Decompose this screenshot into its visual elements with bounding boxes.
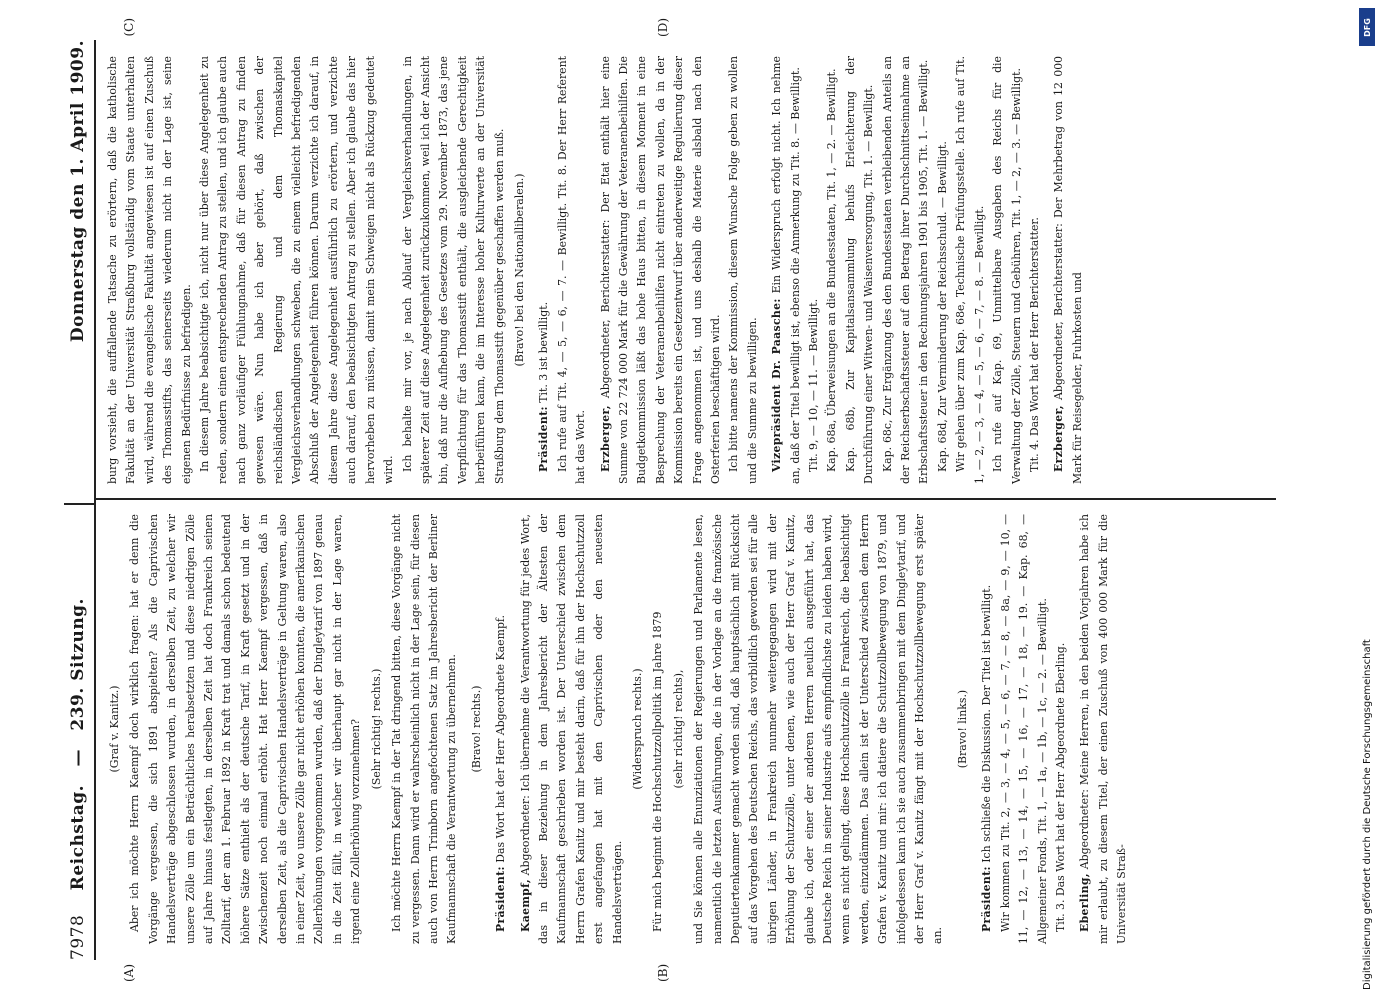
paragraph: [1076, 514, 1131, 944]
speaker-label: Präsident:: [537, 406, 551, 472]
reaction: (Bravo! bei den Nationalliberalen.): [512, 173, 526, 367]
right-column: [96, 40, 1276, 500]
speaker-label: Präsident:: [980, 866, 994, 932]
margin-marker-d: (D): [656, 18, 670, 37]
dfg-logo: [1359, 8, 1375, 46]
speaker-label: Kaempf,: [518, 879, 532, 932]
paragraph: [978, 514, 996, 944]
paragraph: [597, 56, 726, 484]
paragraph: Tit. 4. Das Wort hat der Herr Berichterstatter.: [1027, 217, 1041, 472]
paragraph: [768, 56, 805, 484]
header-date: Donnerstag den 1. April 1909.: [68, 40, 88, 343]
paragraph: Kap. 68a, Überweisungen an die Bundesstaaten, Tit. 1, — 2. — Bewilligt.: [825, 68, 839, 472]
margin-marker-b: (B): [656, 963, 670, 982]
speaker-label: Eberling,: [1078, 873, 1092, 932]
paragraph: Ich rufe auf Kap. 69, Unmittelbare Ausgaben des Reichs für die Verwaltung der Zölle, Steuern und Gebühren, Tit. 1, — 2, — 3. — Bewilligt.: [991, 56, 1023, 484]
paragraph: Tit. 3. Das Wort hat der Herr Abgeordnete Eberling.: [1053, 642, 1067, 932]
paragraph: Ich rufe auf Tit. 4, — 5, — 6, — 7. — Bewilligt. Tit. 8. Der Herr Referent hat das Wort.: [555, 56, 588, 484]
paragraph: Kap. 68b, Zur Kapitalsansammlung behufs Erleichterung der Durchführung einer Witwen- und Waisenversorgung, Tit. 1. — Bewilligt.: [843, 56, 876, 484]
speech-text: Ich schließe die Diskussion. Der Titel ist bewilligt.: [980, 584, 994, 863]
paragraph: Wir gehen über zum Kap. 68e, Technische Prüfungsstelle. Ich rufe auf Tit. 1, — 2, — 3, — 4, — 5, — 6, — 7, — 8. — Bewilligt.: [954, 56, 986, 484]
paragraph: In diesem Jahre beabsichtigte ich, nicht nur über diese Angelegenheit zu reden, sondern einen entsprechenden Antrag zu stellen, und ich glaube auch nach ganz vorläufiger Fühlungnahme, daß für diesen Antrag zu finden gewesen wäre. Nun habe ich aber gehört, daß zwischen der reichsländischen Regierung und dem Thomaskapitel Vergleichsverhandlungen schweben, die zu einem vielleicht befriedigenden Abschluß der Angelegenheit führen können. Darum verzichte ich darauf, in diesem Jahre diese Angelegenheit ausführlich zu erörtern, und verzichte auch darauf, den beabsichtigten Antrag zu stellen. Aber ich glaube das hier hervorheben zu müssen, damit mein Schweigen nicht als Rückzug gedeutet wird.: [198, 56, 396, 484]
speech-text: Ein Widerspruch erfolgt nicht. Ich nehme an, daß der Titel bewilligt ist, ebenso die Anmerkung zu Tit. 8. — Bewilligt.: [770, 56, 802, 484]
digitization-credit: Digitalisierung gefördert durch die Deutsche Forschungsgemeinschaft: [1362, 639, 1373, 990]
left-column: [96, 500, 1276, 960]
document-page: [50, 0, 1350, 1000]
paragraph: Tit. 9, — 10, — 11. — Bewilligt.: [807, 298, 821, 472]
paragraph: und Sie können alle Enunziationen der Regierungen und Parlamente lesen, namentlich die letzten Ausführungen, die in der Vorlage an die französische Deputiertenkammer gemacht worden sind, daß hauptsächlich mit Rücksicht auf das Vorgehen des Deutschen Reichs, das vorbildlich geworden sei für alle übrigen Länder, in Frankreich nunmehr weitergegangen wird mit der Erhöhung der Schutzzölle, unter denen, wie auch der Herr Graf v. Kanitz, glaube ich, oder einer der anderen Herren neulich ausgeführt hat, das Deutsche Reich in seiner Industrie aufs empfindlichste zu leiden haben wird, wenn es nicht gelingt, diese Hochschutzzölle in Frankreich, die beabsichtigt werden, einzudämmen. Das allein ist der Unterschied zwischen dem Herrn Grafen v. Kanitz und mir: ich datiere die Schutzzollbewegung von 1879, und infolgedessen kann ich sie auch zusammenbringen mit dem Dingleytarif, und der Herr Graf v. Kanitz fängt mit der Hochschutzzollbewegung erst später an.: [692, 514, 945, 944]
paragraph: [1050, 56, 1087, 484]
paragraph: Aber ich möchte Herrn Kaempf doch wirklich fragen: hat er denn die Vorgänge vergessen, die sich 1891 abspielten? Als die Caprivischen Handelsverträge abgeschlossen wurden, in derselben Zeit, zu welcher wir unsere Zölle um ein Beträchtliches herabsetzten und diese niedrigen Zölle auf Jahre hinaus festlegten, in derselben Zeit hat doch Frankreich seinen Zolltarif, der am 1. Februar 1892 in Kraft trat und damals schon bedeutend höhere Sätze enthielt als der deutsche Tarif, in Kraft gesetzt und in der Zwischenzeit noch einmal erhöht. Hat Herr Kaempf vergessen, daß in derselben Zeit, als die Caprivischen Handelsverträge in Geltung waren, also in einer Zeit, wo unsere Zölle gar nicht erhöhen konnten, die amerikanischen Zollerhöhungen vorgenommen wurden, daß der Dingleytarif von 1897 genau in die Zeit fällt, in welcher wir überhaupt gar nicht in der Lage waren, irgend eine Zollerhöhung vorzunehmen?: [128, 514, 363, 944]
paragraph: Kap. 68c, Zur Ergänzung des den Bundesstaaten verbleibenden Anteils an der Reichserbschaftssteuer auf den Betrag ihrer Durchschnittseinnahme an Erbschaftssteuer in den Rechnungsjahren 1901 bis 1905, Tit. 1. — Bewilligt.: [880, 56, 931, 484]
header-session: 239. Sitzung.: [68, 598, 88, 731]
paragraph: Ich bitte namens der Kommission, diesem Wunsche Folge geben zu wollen und die Summe zu bewilligen.: [727, 56, 759, 484]
paragraph: Kap. 68d, Zur Verminderung der Reichsschuld. — Bewilligt.: [935, 141, 949, 472]
page-header: [64, 40, 96, 960]
header-dash: —: [68, 749, 88, 767]
paragraph: Ich behalte mir vor, je nach Ablauf der Vergleichsverhandlungen, in späterer Zeit auf diese Angelegenheit zurückzukommen, weil ich der Ansicht bin, daß nur die Aufhebung des Gesetzes vom 29. November 1873, das jene Verpflichtung für das Thomasstift enthält, die ausgleichende Gerechtigkeit herbeiführen kann, die im Interesse hoher Kulturwerte an der Universität Straßburg dem Thomasstift gegenüber geschaffen werden muß.: [400, 56, 506, 484]
speech-text: Abgeordneter: Meine Herren, in den beiden Vorjahren habe ich mir erlaubt, zu diesem Titel, der einen Zuschuß von 400 000 Mark für die Universität Straß-: [1078, 513, 1129, 944]
speech-text: Abgeordneter: Ich übernehme die Verantwortung für jedes Wort, das in dieser Beziehung in dem Jahresbericht der Ältesten der Kaufmannschaft geschrieben worden ist. Der Unterschied zwischen dem Herrn Grafen Kanitz und mir besteht darin, daß für ihn der Hochschutzzoll erst angefangen hat mit den Caprivischen oder den neuesten Handelsverträgen.: [518, 514, 624, 944]
paragraph: Für mich beginnt die Hochschutzzollpolitik im Jahre 1879: [651, 611, 665, 932]
speaker-continuation: (Graf v. Kanitz.): [108, 685, 121, 773]
speaker-label: Präsident:: [494, 866, 508, 932]
reaction: (Sehr richtig! rechts.): [369, 668, 383, 790]
paragraph: [535, 56, 553, 484]
speech-text: Abgeordneter, Berichterstatter: Der Mehrbetrag von 12 000 Mark für Reisegelder, Fuhrkosten und: [1052, 56, 1084, 484]
speech-text: Das Wort hat der Herr Abgeordnete Kaempf.: [494, 614, 508, 863]
header-divider: [64, 503, 96, 505]
page-number: 7978: [68, 914, 88, 960]
margin-marker-a: (A): [122, 963, 136, 982]
speaker-label: Erzberger,: [1052, 405, 1066, 472]
reaction: (Bravo! rechts.): [469, 685, 483, 773]
speech-text: Tit. 3 ist bewilligt.: [537, 301, 551, 403]
paragraph: [517, 514, 627, 944]
paragraph: Ich möchte Herrn Kaempf in der Tat dringend bitten, diese Vorgänge nicht zu vergessen. Dann wird er wahrscheinlich nicht in der Lage sein, für diesen auch von Herrn Trimborn angefochtenen Satz im Jahresbericht der Berliner Kaufmannschaft die Verantwortung zu übernehmen.: [390, 514, 459, 944]
reaction: (Widerspruch rechts.): [630, 668, 644, 790]
speaker-label: Vizepräsident Dr. Paasche:: [770, 298, 784, 472]
margin-marker-c: (C): [122, 18, 136, 37]
speaker-label: Erzberger,: [598, 405, 612, 472]
text-columns: [96, 18, 1276, 982]
reaction: (sehr richtig! rechts),: [671, 669, 685, 789]
header-right: [68, 40, 88, 342]
dfg-logo-text: DFG: [1362, 17, 1372, 37]
header-left: [68, 598, 88, 960]
paragraph: Wir kommen zu Tit. 2, — 3, — 4, — 5, — 6, — 7, — 8, — 8a, — 9, — 10, — 11, — 12, — 13, — 14, — 15, — 16, — 17, — 18, — 19. — Kap. 68, — Allgemeiner Fonds, Tit. 1, — 1a, — 1b, — 1c, — 2. — Bewilligt.: [998, 514, 1049, 944]
paragraph: [492, 514, 510, 944]
reaction: (Bravo! links.): [955, 689, 969, 769]
header-title: Reichstag.: [68, 784, 88, 891]
paragraph: burg vorsieht, die auffallende Tatsache zu erörtern, daß die katholische Fakultät an der Universität Straßburg vollständig vom Staate unterhalten wird, während die evangelische Fakultät angewiesen ist auf einen Zuschuß des Thomasstifts, das seinerseits wiederum nicht in der Lage ist, seine eigenen Bedürfnisse zu befriedigen.: [106, 56, 193, 484]
speech-text: Abgeordneter, Berichterstatter: Der Etat enthält hier eine Summe von 22 724 000 Mark für die Gewährung der Veteranenbeihilfen. Die Budgetkommission läßt das hohe Haus bitten, in diesem Moment in eine Besprechung der Veteranenbeihilfen nicht eintreten zu wollen, da in der Kommission bereits ein Gesetzentwurf über anderweitige Regulierung dieser Frage angenommen ist, und uns deshalb die Materie alsbald nach den Osterferien beschäftigen wird.: [598, 56, 722, 484]
